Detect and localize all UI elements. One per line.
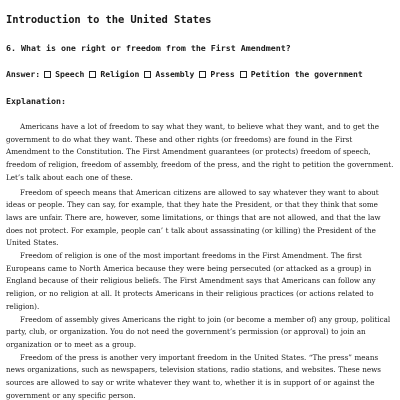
question-text: 6. What is one right or freedom from the First Amendment?	[6, 43, 291, 53]
answer-option-label: Speech	[55, 69, 85, 79]
document-title: Introduction to the United States	[6, 14, 212, 26]
answer-option-assembly[interactable]	[144, 69, 194, 79]
explanation-paragraph-5: Freedom of the press is another very important freedom in the United States. “The press” means news organizations, such as newspapers, television stations, radio stations, and websites. These news sources are allowed to say or write whatever they want to, whether it is in support of or against the government or any specific person.	[6, 352, 381, 400]
religion-checkbox-icon[interactable]	[89, 71, 96, 78]
explanation-paragraph-2: Freedom of speech means that American citizens are allowed to say whatever they want to about ideas or people. They can say, for example, that they hate the President, or that they think that some laws are unfair. There are, however, some limitations, or things that are not allowed, and that the law does not protect. For example, people can’ t talk about assassinating (or killing) the President of the United States.	[6, 187, 381, 248]
explanation-paragraph-1: Americans have a lot of freedom to say what they want, to believe what they want, and to get the government to do what they want. These and other rights (or freedoms) are found in the First Amendment to the Constitution. The First Amendment guarantees (or protects) freedom of speech, freedom of religion, freedom of assembly, freedom of the press, and the right to petition the government. Let’s talk about each one of these.	[6, 122, 394, 182]
answer-label: Answer:	[6, 69, 41, 79]
answer-option-petition[interactable]	[240, 69, 363, 79]
explanation-paragraph-4: Freedom of assembly gives Americans the right to join (or become a member of) any group, political party, club, or organization. You do not need the government’s permission (or approval) to join an organization or to meet as a group.	[6, 314, 391, 349]
answer-row	[6, 69, 394, 79]
speech-checkbox-icon[interactable]	[44, 71, 51, 78]
answer-option-press[interactable]	[199, 69, 234, 79]
answer-option-religion[interactable]	[89, 69, 139, 79]
answer-option-speech[interactable]	[44, 69, 84, 79]
explanation-paragraph-3: Freedom of religion is one of the most important freedoms in the First Amendment. The first Europeans came to North America because they were being persecuted (or attacked as a group) in England because of their religious beliefs. The First Amendment says that Americans can follow any religion, or no religion at all. It protects Americans in their religious practices (or actions related to religion).	[6, 251, 376, 311]
press-checkbox-icon[interactable]	[199, 71, 206, 78]
explanation-heading: Explanation:	[6, 96, 66, 106]
assembly-checkbox-icon[interactable]	[144, 71, 151, 78]
petition-checkbox-icon[interactable]	[240, 71, 247, 78]
answer-option-label: Assembly	[155, 69, 195, 79]
answer-option-label: Press	[210, 69, 235, 79]
answer-option-label: Religion	[100, 69, 140, 79]
answer-option-label: Petition the government	[250, 69, 363, 79]
